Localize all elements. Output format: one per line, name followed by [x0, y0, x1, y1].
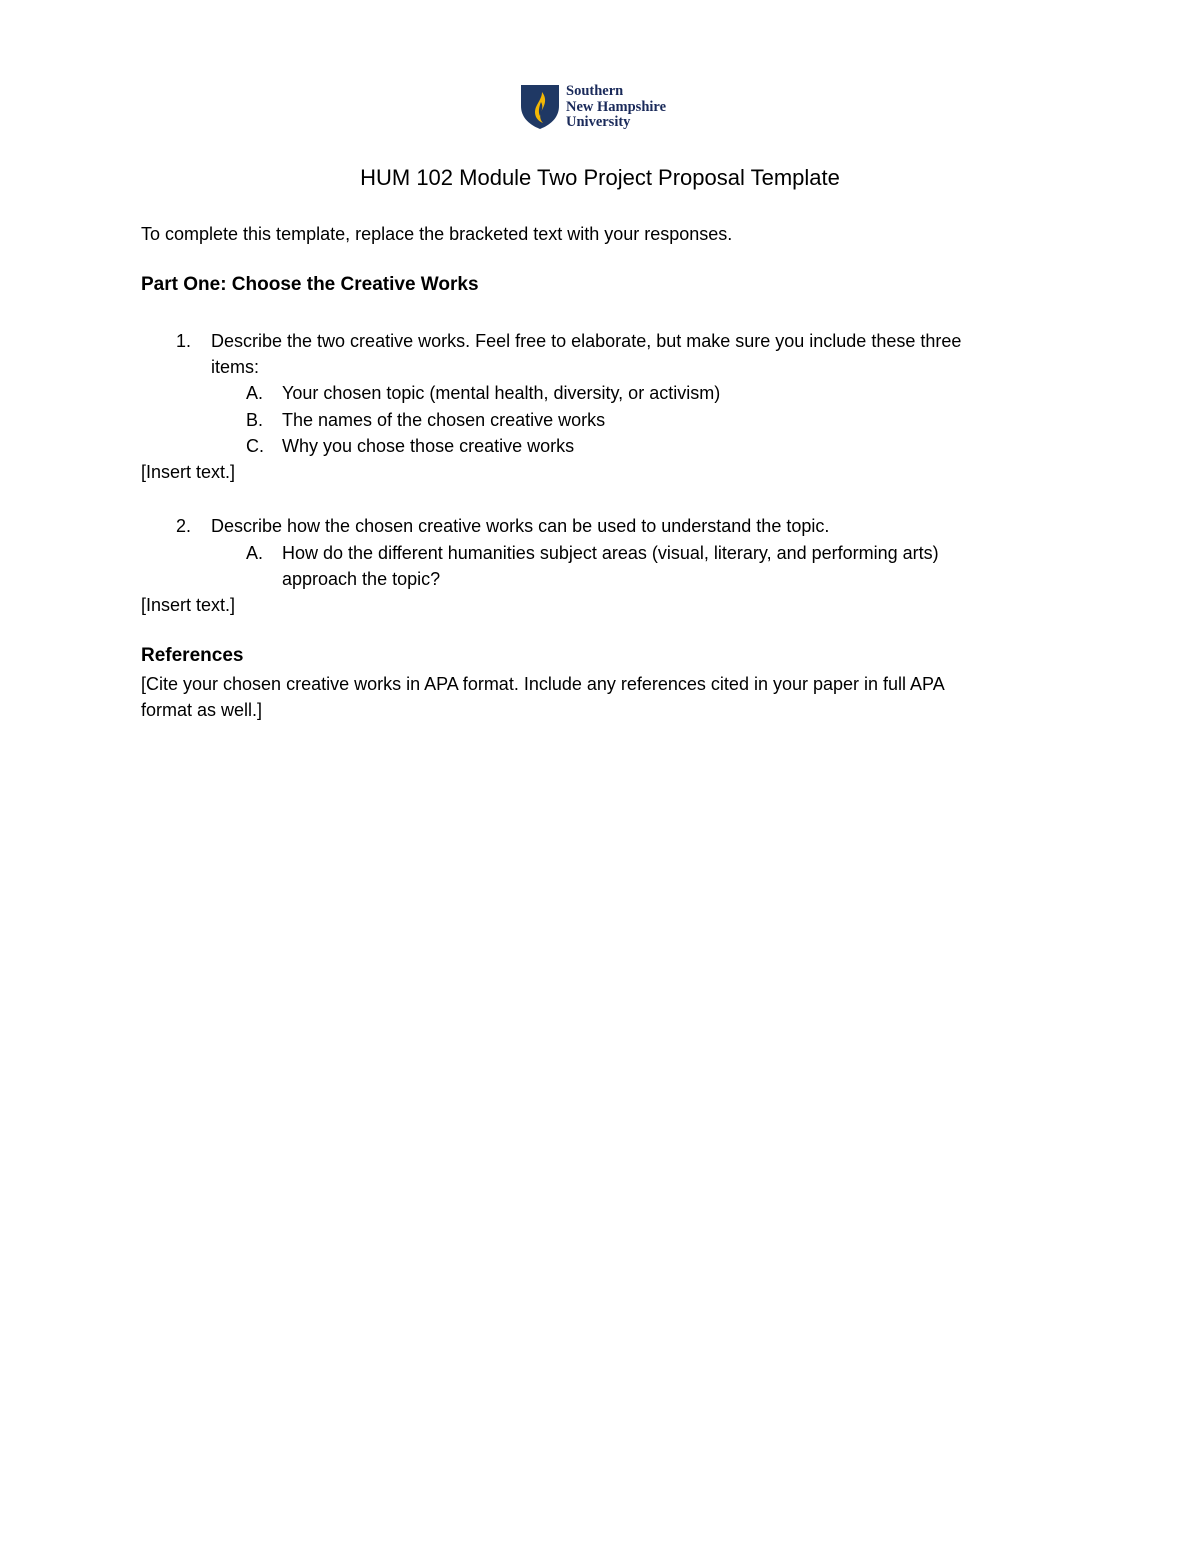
- item-1c-letter: C.: [246, 436, 264, 456]
- logo-wordmark: [566, 84, 666, 131]
- item-1a-text: Your chosen topic (mental health, diversity, or activism): [282, 383, 721, 403]
- item-2-number: 2.: [176, 516, 192, 536]
- item-1c-text: Why you chose those creative works: [282, 436, 575, 456]
- item-1b-letter: B.: [246, 410, 264, 430]
- item-1b-text: The names of the chosen creative works: [282, 410, 606, 430]
- logo-line-3: University: [566, 114, 631, 130]
- item-1-text-line-1: Describe the two creative works. Feel free to elaborate, but make sure you include these three: [211, 331, 962, 351]
- item-1-text-line-2: items:: [211, 357, 260, 377]
- references-text-line-2[interactable]: format as well.]: [141, 700, 263, 720]
- item-2a-text-line-2: approach the topic?: [282, 569, 441, 589]
- shield-flame-icon: [520, 84, 560, 130]
- intro-text: To complete this template, replace the bracketed text with your responses.: [141, 224, 733, 244]
- item-2-text: Describe how the chosen creative works can be used to understand the topic.: [211, 516, 830, 536]
- item-2-response-placeholder[interactable]: [Insert text.]: [141, 595, 236, 615]
- item-1-number: 1.: [176, 331, 192, 351]
- part-one-heading: Part One: Choose the Creative Works: [141, 274, 479, 295]
- item-1-response-placeholder[interactable]: [Insert text.]: [141, 462, 236, 482]
- item-2a-text-line-1: How do the different humanities subject areas (visual, literary, and performing arts): [282, 543, 939, 563]
- item-1a-letter: A.: [246, 383, 264, 403]
- references-heading: References: [141, 645, 244, 666]
- document-title: HUM 102 Module Two Project Proposal Template: [360, 165, 840, 190]
- item-2a-letter: A.: [246, 543, 264, 563]
- logo-line-2: New Hampshire: [566, 98, 667, 115]
- snhu-logo: [520, 84, 690, 134]
- logo-line-1: Southern: [566, 83, 624, 99]
- references-text-line-1[interactable]: [Cite your chosen creative works in APA format. Include any references cited in your paper in full APA: [141, 674, 945, 694]
